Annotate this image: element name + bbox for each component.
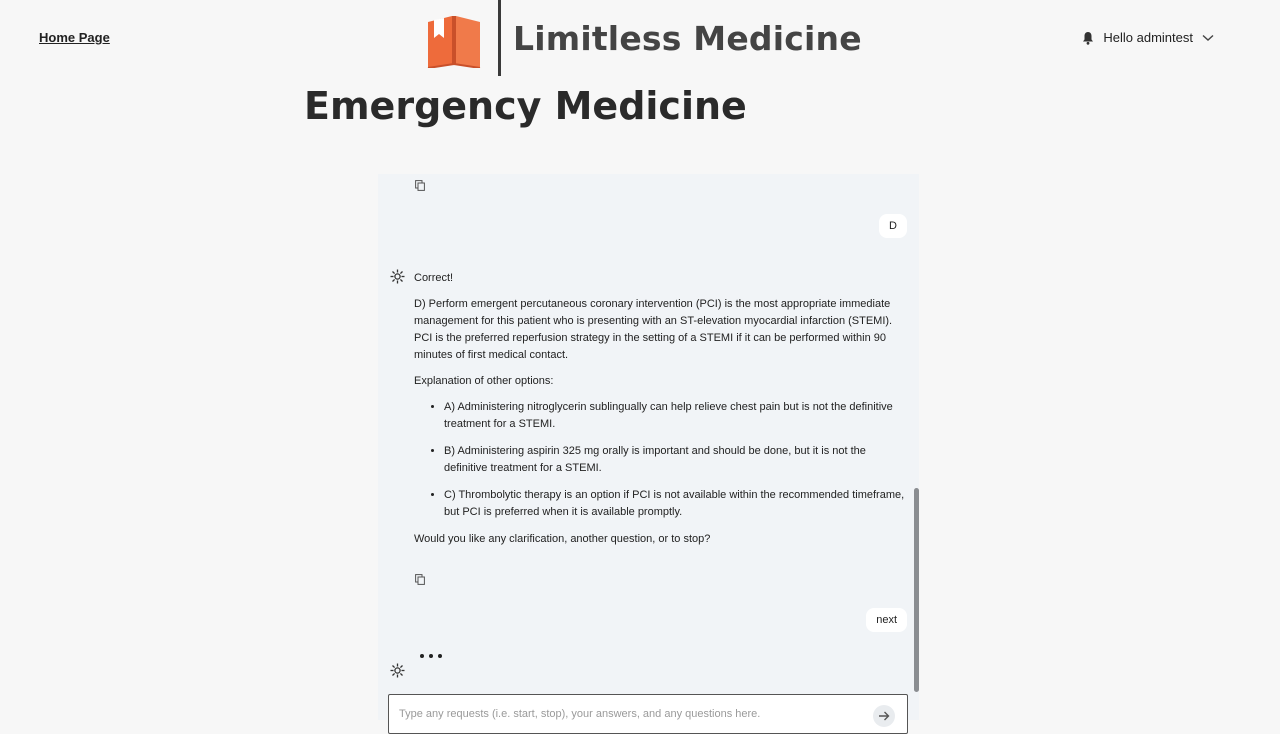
typing-dot xyxy=(420,654,424,658)
typing-dot xyxy=(438,654,442,658)
bot-avatar-icon xyxy=(390,269,405,284)
option-item-c: • C) Thrombolytic therapy is an option if PCI is not available within the recommended timeframe, but PCI is preferred when it is available promptly. xyxy=(444,487,910,521)
typing-indicator xyxy=(420,654,442,658)
copy-icon[interactable] xyxy=(415,574,425,585)
home-page-link[interactable]: Home Page xyxy=(39,30,110,45)
bell-icon[interactable] xyxy=(1082,31,1094,45)
bot-avatar-icon xyxy=(390,663,405,678)
options-list xyxy=(414,399,910,521)
copy-icon[interactable] xyxy=(415,180,425,191)
chat-scrollbar[interactable] xyxy=(911,174,919,720)
scrollbar-thumb[interactable] xyxy=(914,488,919,692)
logo-divider xyxy=(498,0,501,76)
option-item-a: • A) Administering nitroglycerin sublingually can help relieve chest pain but is not the definitive treatment for a STEMI. xyxy=(444,399,910,433)
bot-status: Correct! xyxy=(414,272,454,284)
user-menu[interactable] xyxy=(1082,30,1214,45)
other-options-heading: Explanation of other options: xyxy=(414,375,554,387)
option-item-b: • B) Administering aspirin 325 mg orally is important and should be done, but it is not the definitive treatment for a STEMI. xyxy=(444,443,910,477)
user-greeting: Hello admintest xyxy=(1103,30,1193,45)
send-button[interactable] xyxy=(873,705,895,727)
brand-name: Limitless Medicine xyxy=(513,18,862,58)
bot-followup-prompt: Would you like any clarification, another question, or to stop? xyxy=(414,533,711,545)
chat-input-box[interactable] xyxy=(388,694,908,734)
chat-panel xyxy=(378,174,919,720)
book-logo-icon xyxy=(424,8,486,68)
typing-dot xyxy=(429,654,433,658)
bot-explanation: D) Perform emergent percutaneous coronary intervention (PCI) is the most appropriate immediate management for this patient who is presenting with an ST-elevation myocardial infarction (STEMI). PCI is the preferred reperfusion strategy in the setting of a STEMI if it can be performed within 90 minutes of first medical contact. xyxy=(414,298,893,361)
user-message-answer: D xyxy=(879,214,907,238)
chevron-down-icon[interactable] xyxy=(1202,34,1214,42)
bot-message xyxy=(414,270,910,557)
chat-input[interactable] xyxy=(399,708,869,720)
brand-logo[interactable] xyxy=(424,0,862,76)
user-message-next: next xyxy=(866,608,907,632)
page-title: Emergency Medicine xyxy=(304,84,747,128)
